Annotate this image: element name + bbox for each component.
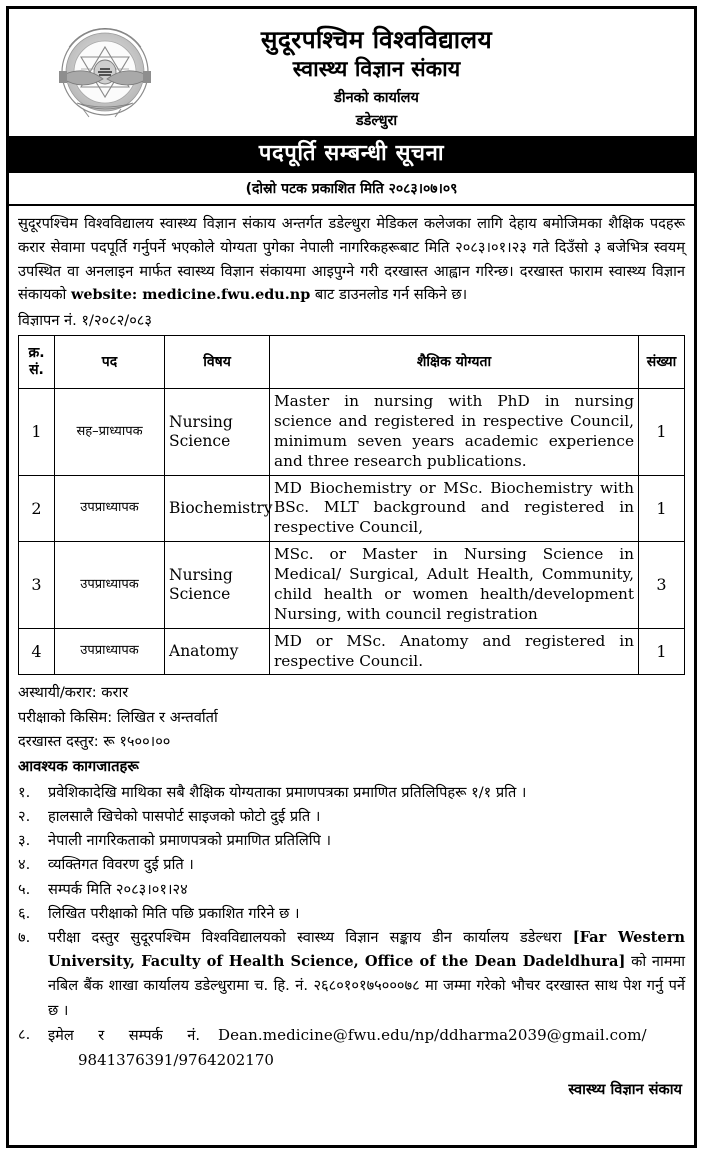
col-post: पद [55,336,165,389]
cell-serial: 4 [19,628,55,675]
cell-post: उपप्राध्यापक [55,542,165,629]
notice-paragraph [18,212,685,307]
publication-date: (दोस्रो पटक प्रकाशित मिति २०८३।०७।०९ [245,181,458,198]
list-item [18,902,685,926]
col-serial-line1: क्र. [28,345,45,362]
notice-title-banner: पदपूर्ति सम्बन्धी सूचना [9,136,694,174]
table-row [19,475,685,542]
cell-qualification: MSc. or Master in Nursing Science in Medical/ Surgical, Adult Health, Community, child health or women health/development Nursing, with council registration [270,542,639,629]
cell-serial: 1 [19,389,55,476]
university-name: सुदूरपश्चिम विश्वविद्यालय [260,25,493,54]
list-item-text: नेपाली नागरिकताको प्रमाणपत्रको प्रमाणित प्रतिलिपि । [48,832,332,850]
table-body [19,389,685,675]
list-item-text: व्यक्तिगत विवरण दुई प्रति । [48,856,194,874]
list-item-text: सम्पर्क मिति २०८३।०१।२४ [48,880,188,898]
col-qualification: शैक्षिक योग्यता [270,336,639,389]
cell-serial: 3 [19,542,55,629]
contact-label-and: र [98,1026,105,1044]
contact-label-contact: सम्पर्क [128,1026,163,1044]
list-item [18,781,685,805]
col-serial-line2: सं. [29,362,44,379]
cell-subject: Nursing Science [165,542,270,629]
cell-count: 1 [639,475,685,542]
table-row [19,542,685,629]
application-fee-line: दरखास्त दस्तुर: रू १५००।०० [18,732,171,750]
list-item-number: ८. [18,1025,31,1043]
requirements-list [9,779,694,1074]
list-item-text: लिखित परीक्षाको मिति पछि प्रकाशित गरिने छ । [48,904,300,922]
cell-subject: Nursing Science [165,389,270,476]
vacancy-table [18,335,685,675]
list-item-contact [18,1023,685,1073]
footer-signature: स्वास्थ्य विज्ञान संकाय [568,1081,682,1099]
cell-post: सह–प्राध्यापक [55,389,165,476]
cell-qualification: Master in nursing with PhD in nursing science and registered in respective Council, minimum seven years academic experience and three research publications. [270,389,639,476]
list-item [18,805,685,829]
document-frame [6,6,697,1148]
contact-block [48,1023,685,1073]
paragraph-part-1: सुदूरपश्चिम विश्वविद्यालय स्वास्थ्य विज्ञान संकाय अन्तर्गत डडेल्धुरा मेडिकल कलेजका लागि देहाय बमोजिमका शैक्षिक पदहरू करार सेवामा पदपूर्ति गर्नुपर्ने भएकोले योग्यता पुगेका नेपाली नागरिकहरूबाट मिति २०८३।०१।२३ गते दिउँसो ३ बजेभित्र स्वयम् उपस्थित वा अनलाइन मार्फत स्वास्थ्य विज्ञान संकायमा आइपुग्ने गरी दरखास्त आह्वान गरिन्छ। दरखास्त फाराम स्वास्थ्य विज्ञान संकायको [18,215,685,304]
cell-qualification: MD or MSc. Anatomy and registered in respective Council. [270,628,639,675]
bank-text-pre: परीक्षा दस्तुर सुदूरपश्चिम विश्वविद्यालयको स्वास्थ्य विज्ञान सङ्काय डीन कार्यालय डडेल्धरा [48,929,573,947]
contact-email[interactable]: Dean.medicine@fwu.edu/np/ddharma2039@gmail.com/ [218,1025,647,1044]
col-count: संख्या [639,336,685,389]
list-item-text: प्रवेशिकादेखि माथिका सबै शैक्षिक योग्यताका प्रमाणपत्रका प्रमाणित प्रतिलिपिहरू १/१ प्रति । [48,783,527,801]
table-row [19,389,685,476]
advertisement-number: विज्ञापन नं. १/२०८२/०८३ [18,312,152,330]
bank-text-post: को नाममा नबिल बैंक शाखा कार्यालय डडेल्धुरामा च. हि. नं. २६८०१०१७५०००७८ मा जम्मा गरेको भौचर दरखास्त साथ पेश गर्नु पर्ने छ । [48,953,685,1019]
list-item-number: ५. [18,880,31,898]
table-header-row [19,336,685,389]
contact-label [48,1024,218,1048]
document-header [9,9,694,136]
contact-label-email: इमेल [48,1026,74,1044]
list-item-number: १. [18,783,31,801]
list-item-text: हालसालै खिचेको पासपोर्ट साइजको फोटो दुई प्रति । [48,807,321,825]
notice-body [9,206,694,675]
cell-count: 1 [639,389,685,476]
cell-post: उपप्राध्यापक [55,475,165,542]
place-line: डडेल्धुरा [355,112,398,129]
cell-subject: Biochemistry [165,475,270,542]
contact-row [48,1023,685,1048]
faculty-name: स्वास्थ्य विज्ञान संकाय [292,56,461,82]
cell-post: उपप्राध्यापक [55,628,165,675]
cell-qualification: MD Biochemistry or MSc. Biochemistry with BSc. MLT background and registered in respective Council, [270,475,639,542]
list-item-number: ७. [18,929,31,947]
university-emblem-logo [43,17,167,129]
english-office-name: [Far Western University, Faculty of Health Science, Office of the Dean Dadeldhura] [48,929,685,971]
list-item-number: ४. [18,856,31,874]
exam-type-line: परीक्षाको किसिम: लिखित र अन्तर्वार्ता [18,708,218,726]
website-link[interactable]: website: medicine.fwu.edu.np [70,286,311,304]
list-item [18,829,685,853]
col-subject: विषय [165,336,270,389]
contact-label-no: नं. [187,1026,200,1044]
service-type-line: अस्थायी/करार: करार [18,684,129,702]
cell-count: 1 [639,628,685,675]
list-item-number: २. [18,807,31,825]
cell-serial: 2 [19,475,55,542]
list-item [18,926,685,1023]
office-line: डीनको कार्यालय [334,89,419,106]
cell-count: 3 [639,542,685,629]
documents-heading: आवश्यक कागजातहरू [18,758,139,776]
cell-subject: Anatomy [165,628,270,675]
table-row [19,628,685,675]
paragraph-part-2: बाट डाउनलोड गर्न सकिने छ। [310,286,468,304]
list-item-number: ६. [18,904,31,922]
list-item-text [48,926,685,1023]
list-item [18,853,685,877]
col-serial-number [19,336,55,389]
table-header [19,336,685,389]
list-item-number: ३. [18,832,31,850]
list-item [18,878,685,902]
terms-block [9,679,694,778]
contact-phone[interactable]: 9841376391/9764202170 [78,1051,274,1070]
